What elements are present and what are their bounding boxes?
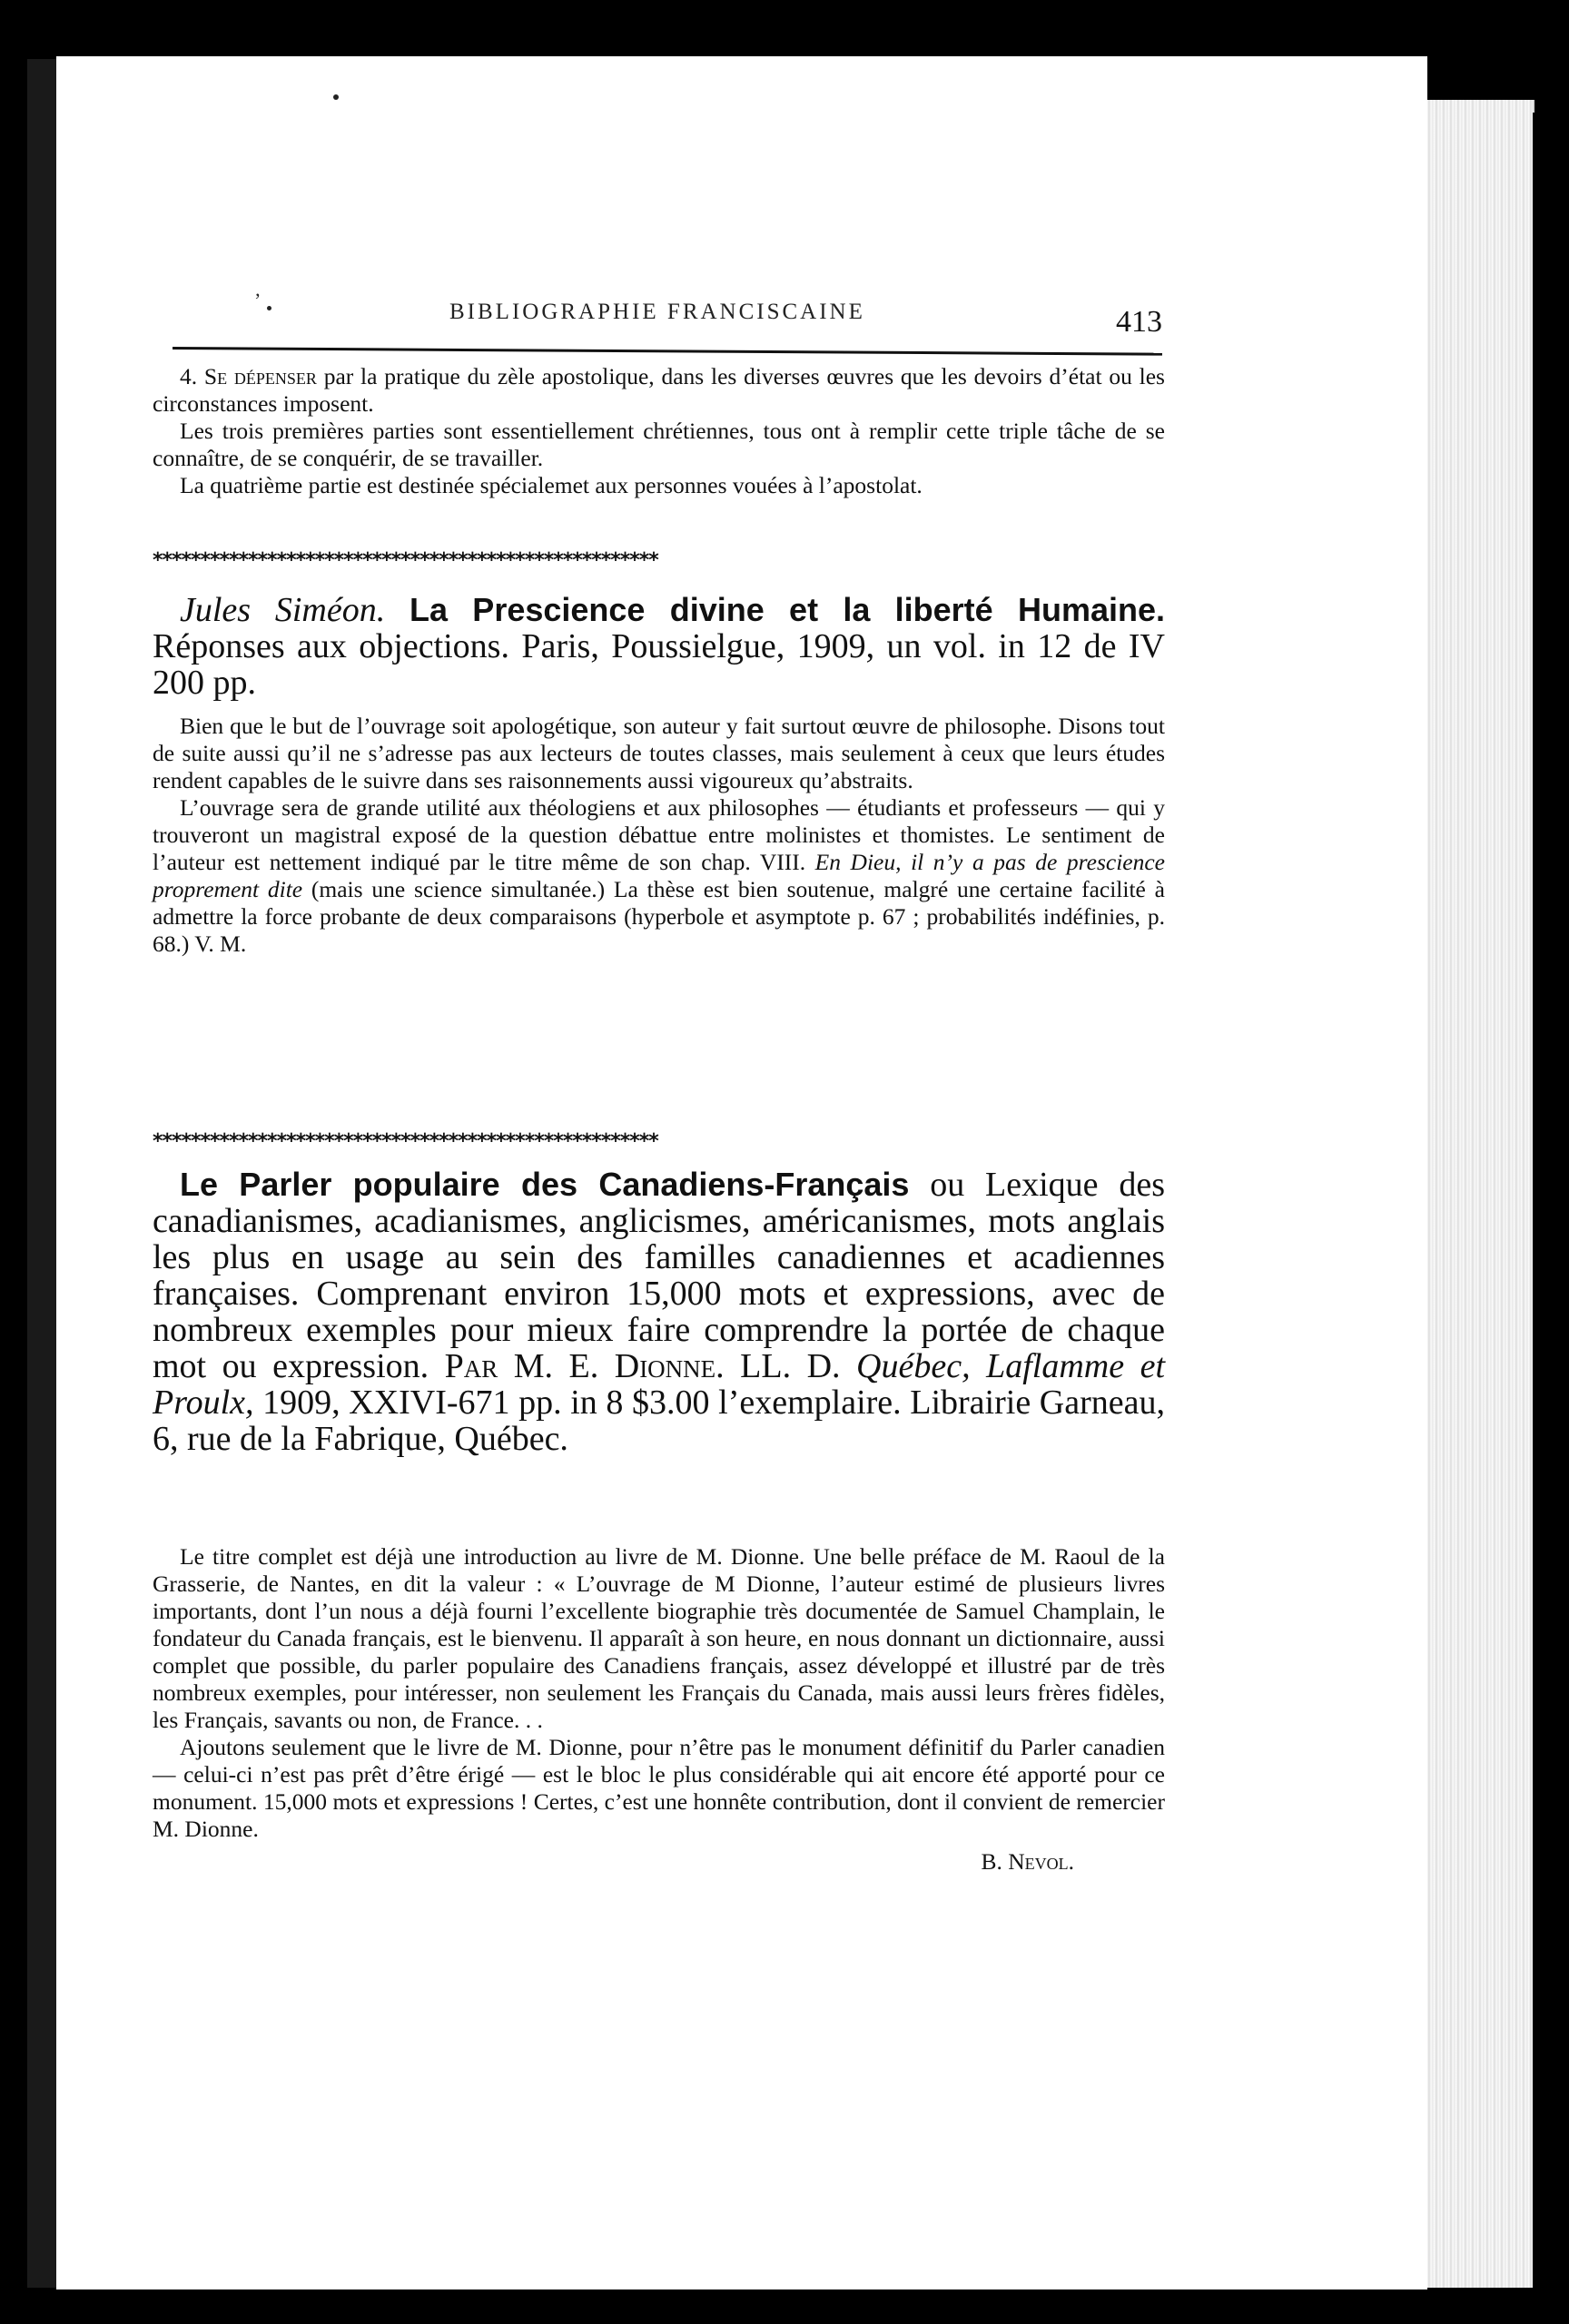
intro-paragraph-2: Les trois premières parties sont essentiellement chrétiennes, tous ont à remplir cette triple tâche de se connaître, de se conquérir, de se travailler. [153,418,1165,471]
intro-paragraph-3: La quatrième partie est destinée spécialemet aux personnes vouées à l’apostolat. [180,472,923,498]
review-2-paragraph-1: Le titre complet est déjà une introduction au livre de M. Dionne. Une belle préface de M. Raoul de la Grasserie, de Nantes, en dit la valeur : « L’ouvrage de M Dionne, l’auteur estimé de plusieurs livres importants, dont l’un nous a déjà fourni l’excellente biographie très documentée de Samuel Champlain, le fondateur du Canada français, est le bienvenu. Il apparaît à son heure, en nous donnant un dictionnaire, aussi complet que possible, du parler populaire des Canadiens français, assez développé et illustré par de très nombreux exemples, pour intéresser, non seulement les Français du Canada, mais aussi leurs frères fidèles, les Français, savants ou non, de France. . . [153,1543,1165,1733]
dust-speck [333,94,339,100]
binding-shadow [27,59,60,2288]
review-1-paragraph-2 [153,794,1165,958]
review-2-signature: B. Nevol. [981,1848,1074,1875]
review-1-title: La Prescience divine et la liberté Humaine. [410,591,1165,628]
review-2-heading [153,1167,1165,1457]
item-4-paragraph [153,363,1165,418]
review-2-details-b: 1909, XXIVI-671 pp. in 8 $3.00 l’exemplaire. Librairie Garneau, 6, rue de la Fabrique, Québec. [153,1384,1165,1458]
review-1-text-a: L’ouvrage sera de grande utilité aux théologiens et aux philosophes — étudiants et professeurs — qui y trouveront un magistral exposé de la question débattue entre molinistes et thomistes. Le sentiment de l’auteur est nettement indiqué par le titre même de son chap. VIII. [153,794,1165,875]
review-2-author: Par M. E. Dionne. LL. D. [444,1347,841,1385]
review-1-heading [153,592,1165,701]
item-4-lead: 4. Se dépenser [180,363,317,389]
review-1-paragraph-1: Bien que le but de l’ouvrage soit apologétique, son auteur y fait surtout œuvre de philosophe. Disons tout de suite aussi qu’il ne s’adresse pas aux lecteurs de toutes classes, mais seulement à ceux que leurs études rendent capables de le suivre dans ses raisonnements aussi vigoureux qu’abstraits. [153,713,1165,793]
star-divider-2: ***************************************************** [153,1130,658,1153]
review-2-title: Le Parler populaire des Canadiens-Français [180,1166,910,1203]
review-1-text-b: (mais une science simultanée.) La thèse est bien soutenue, malgré une certaine facilité à admettre la force probante de deux comparaisons (hyperbole et asymptote p. 67 ; probabilités indéfinies, p. 68.) V. M. [153,876,1165,957]
review-2-body [153,1543,1165,1876]
running-head: BIBLIOGRAPHIE FRANCISCAINE [449,300,865,324]
review-1-details: Réponses aux objections. Paris, Poussielgue, 1909, un vol. in 12 de IV 200 pp. [153,627,1165,702]
page-number: 413 [1116,305,1162,339]
star-divider-1: ***************************************************** [153,549,658,572]
header-mark: ’ [254,289,262,311]
page-stack-edge [1427,100,1533,2288]
review-2-paragraph-2: Ajoutons seulement que le livre de M. Dionne, pour n’être pas le monument définitif du Parler canadien — celui-ci n’est pas prêt d’être érigé — est le bloc le plus considérable qui ait encore été apporté pour ce monument. 15,000 mots et expressions ! Certes, c’est une honnête contribution, dont il convient de remercier M. Dionne. [153,1734,1165,1842]
review-2-details-a: ou Lexique des canadianismes, acadianismes, anglicismes, américanismes, mots anglais les plus en usage au sein des familles canadiennes et acadiennes françaises. Comprenant environ 15,000 mots et expressions, avec de nombreux exemples pour mieux faire comprendre la portée de chaque mot ou expression. [153,1166,1165,1385]
item-4-text: par la pratique du zèle apostolique, dans les diverses œuvres que les devoirs d’état ou les circonstances imposent. [153,363,1165,417]
review-1-body [153,713,1165,958]
review-1-italic-quote: En Dieu, il n’y a pas de prescience proprement dite [153,849,1165,902]
review-2-publisher: Québec, Laflamme et Proulx, [153,1347,1166,1422]
intro-section [153,363,1165,499]
page-header [173,289,1162,343]
review-1-author: Jules Siméon. [180,591,386,629]
